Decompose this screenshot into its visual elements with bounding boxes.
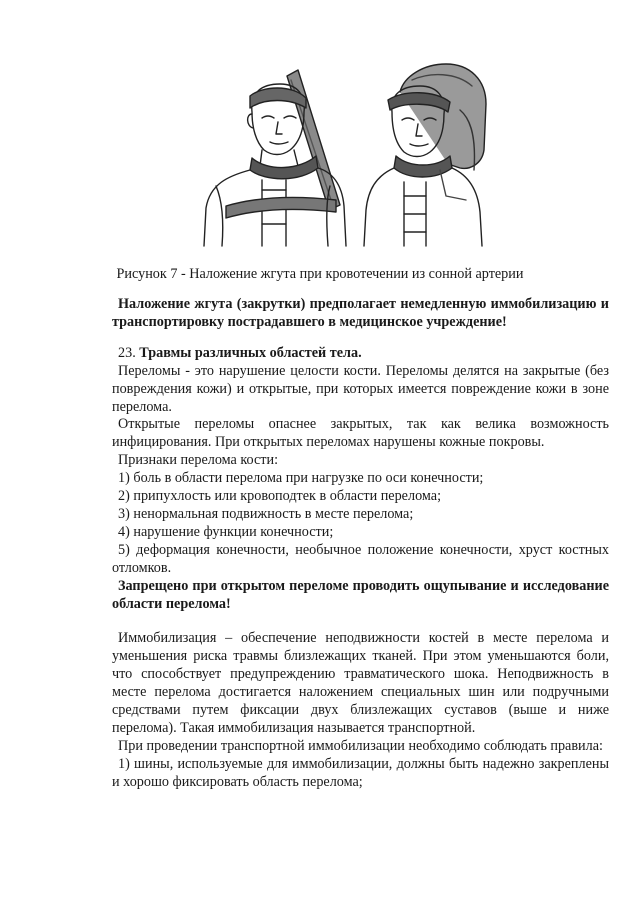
figure-illustration: [0, 0, 640, 260]
right-figure-drawing: [364, 64, 486, 246]
list-item: 1) боль в области перелома при нагрузке по оси конечности;: [118, 470, 484, 487]
warning-note: Запрещено при открытом переломе проводить ощупывание и исследование области перелома!: [112, 577, 609, 612]
section-title: Травмы различных областей тела.: [139, 344, 362, 361]
document-body: [112, 296, 609, 792]
paragraph-open-fractures: Открытые переломы опаснее закрытых, так как велика возможность инфицирования. При открытых переломах нарушены кожные покровы.: [112, 416, 609, 451]
list-item: 4) нарушение функции конечности;: [118, 523, 334, 540]
left-figure-drawing: [204, 70, 346, 246]
list-item: 2) припухлость или кровоподтек в области перелома;: [118, 488, 442, 505]
list-item: 3) ненормальная подвижность в месте перелома;: [118, 505, 414, 522]
section-number: 23.: [118, 344, 136, 361]
section-heading: [112, 345, 609, 363]
paragraph-immobilization: Иммобилизация – обеспечение неподвижности костей в месте перелома и уменьшения риска травмы близлежащих тканей. При этом уменьшаются боли, что способствует предупреждению травматического шока. Неподвижность в месте перелома достигается наложением специальных шин или подручными средствами путем фиксации двух близлежащих суставов (выше и ниже перелома). Такая иммобилизация называется транспортной.: [112, 630, 609, 736]
paragraph-rules-intro: При проведении транспортной иммобилизации необходимо соблюдать правила:: [118, 737, 603, 754]
list-item: 5) деформация конечности, необычное положение конечности, хруст костных отломков.: [112, 541, 609, 576]
signs-title: Признаки перелома кости:: [118, 452, 279, 469]
rule-item: 1) шины, используемые для иммобилизации, должны быть надежно закреплены и хорошо фиксировать область перелома;: [112, 755, 609, 790]
figure-caption: Рисунок 7 - Наложение жгута при кровотечении из сонной артерии: [116, 266, 524, 282]
tourniquet-note: Наложение жгута (закрутки) предполагает немедленную иммобилизацию и транспортировку пострадавшего в медицинское учреждение!: [112, 296, 609, 330]
paragraph-fractures: Переломы - это нарушение целости кости. Переломы делятся на закрытые (без повреждения кожи) и открытые, при которых имеется повреждение кожи в зоне перелома.: [112, 362, 609, 415]
